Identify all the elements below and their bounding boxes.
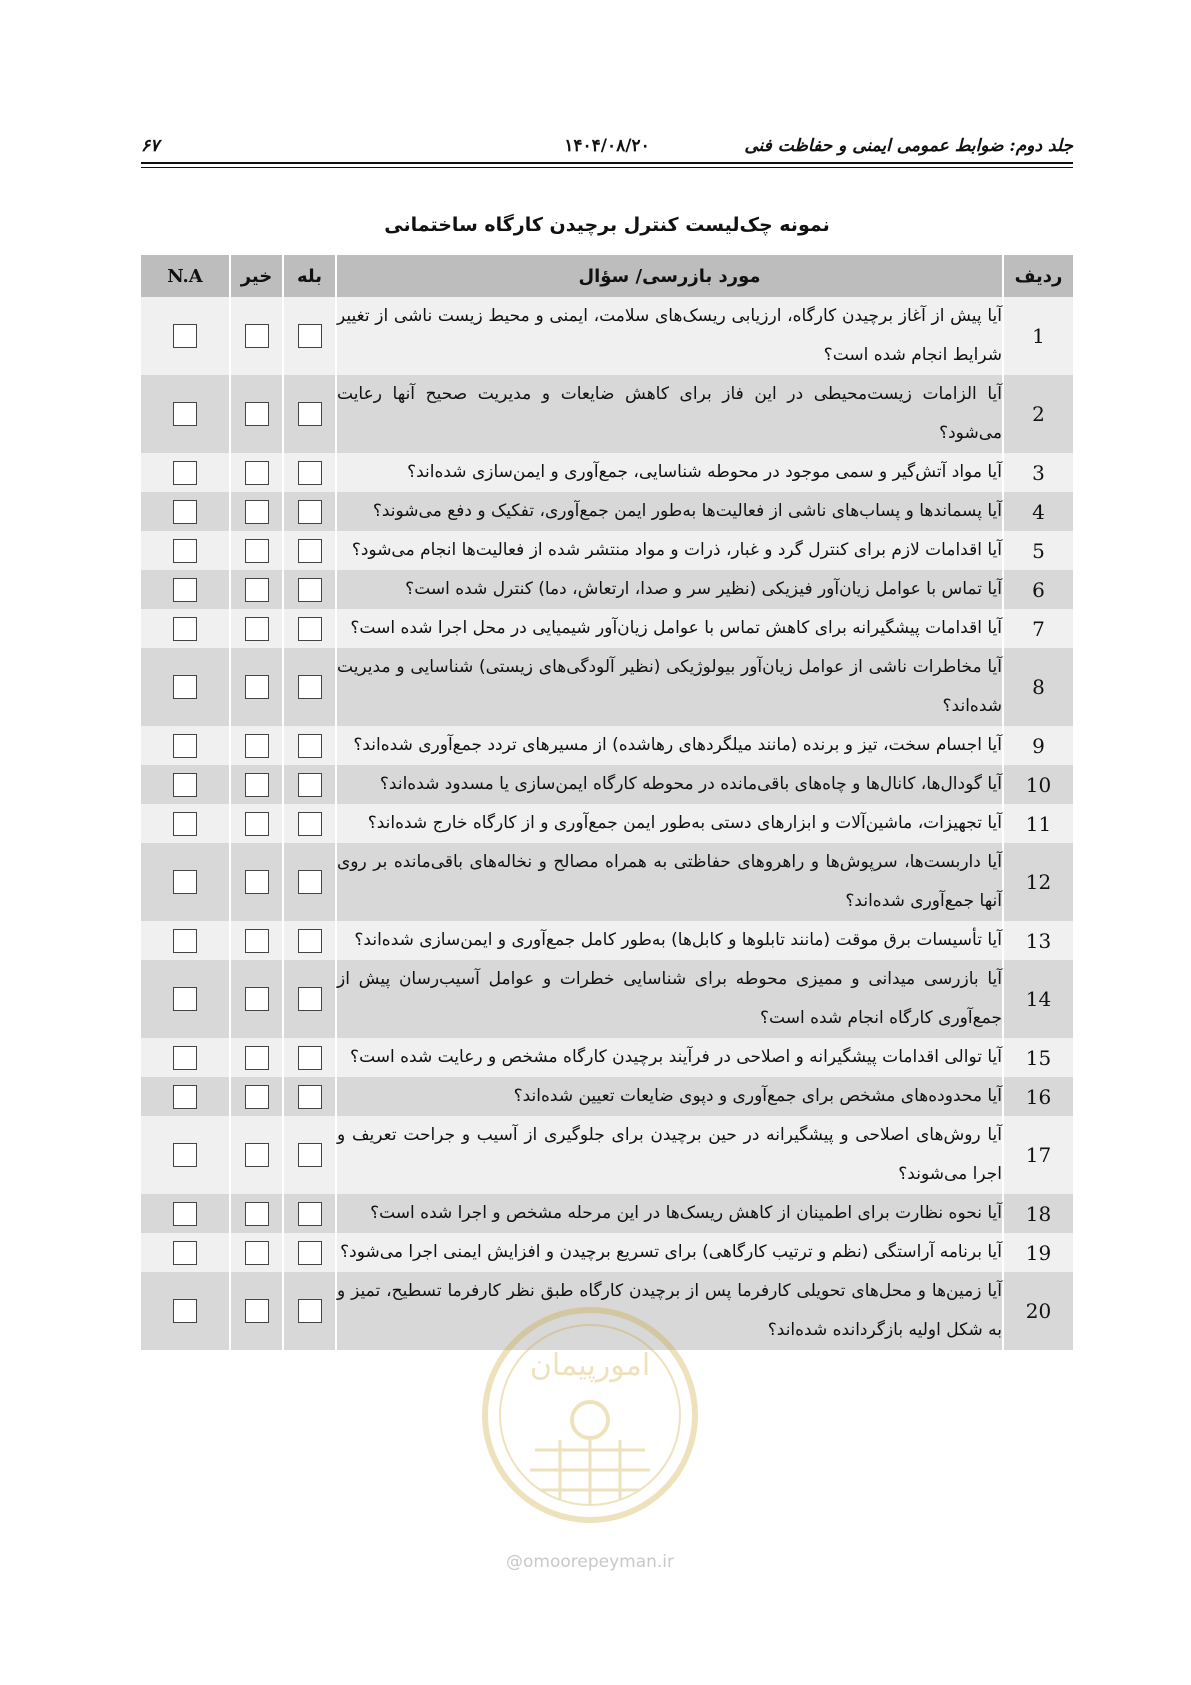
- row-number: 6: [1003, 570, 1073, 609]
- answer-cell-yes: [283, 297, 336, 375]
- table-row: [141, 765, 1073, 804]
- page-number: ۶۷: [141, 136, 160, 156]
- answer-cell-na: [141, 1077, 230, 1116]
- row-number: 1: [1003, 297, 1073, 375]
- row-number: 15: [1003, 1038, 1073, 1077]
- table-row: [141, 921, 1073, 960]
- col-header-na: N.A: [141, 255, 230, 297]
- checkbox-na[interactable]: [173, 773, 197, 797]
- row-number: 13: [1003, 921, 1073, 960]
- answer-cell-na: [141, 453, 230, 492]
- answer-cell-na: [141, 1194, 230, 1233]
- col-header-row: ردیف: [1003, 255, 1073, 297]
- question-text: آیا زمین‌ها و محل‌های تحویلی کارفرما پس از برچیدن کارگاه طبق نظر کارفرما تسطیح، تمیز و به شکل اولیه بازگردانده شده‌اند؟: [336, 1272, 1003, 1350]
- answer-cell-yes: [283, 492, 336, 531]
- answer-cell-no: [230, 1272, 283, 1350]
- checkbox-no[interactable]: [245, 675, 269, 699]
- question-text: آیا بازرسی میدانی و ممیزی محوطه برای شناسایی خطرات و عوامل آسیب‌رسان پیش از جمع‌آوری کارگاه انجام شده است؟: [336, 960, 1003, 1038]
- watermark-logo: [475, 1300, 705, 1530]
- answer-cell-yes: [283, 570, 336, 609]
- checkbox-no[interactable]: [245, 1241, 269, 1265]
- row-number: 3: [1003, 453, 1073, 492]
- header-rule-thin: [141, 167, 1073, 168]
- checkbox-yes[interactable]: [298, 617, 322, 641]
- question-text: آیا داربست‌ها، سرپوش‌ها و راهروهای حفاظتی به همراه مصالح و نخاله‌های باقی‌مانده بر روی آنها جمع‌آوری شده‌اند؟: [336, 843, 1003, 921]
- answer-cell-no: [230, 843, 283, 921]
- checkbox-no[interactable]: [245, 617, 269, 641]
- answer-cell-no: [230, 960, 283, 1038]
- checklist-title: نمونه چک‌لیست کنترل برچیدن کارگاه ساختمانی: [384, 214, 830, 236]
- row-number: 12: [1003, 843, 1073, 921]
- table-header-row: [141, 255, 1073, 297]
- answer-cell-no: [230, 1116, 283, 1194]
- question-text: آیا روش‌های اصلاحی و پیشگیرانه در حین برچیدن برای جلوگیری از آسیب و جراحت تعریف و اجرا می‌شوند؟: [336, 1116, 1003, 1194]
- checkbox-yes[interactable]: [298, 402, 322, 426]
- question-text: آیا نحوه نظارت برای اطمینان از کاهش ریسک‌ها در این مرحله مشخص و اجرا شده است؟: [336, 1194, 1003, 1233]
- checkbox-no[interactable]: [245, 812, 269, 836]
- row-number: 16: [1003, 1077, 1073, 1116]
- question-text: آیا مواد آتش‌گیر و سمی موجود در محوطه شناسایی، جمع‌آوری و ایمن‌سازی شده‌اند؟: [336, 453, 1003, 492]
- checkbox-no[interactable]: [245, 1046, 269, 1070]
- answer-cell-na: [141, 765, 230, 804]
- table-row: [141, 570, 1073, 609]
- table-row: [141, 1077, 1073, 1116]
- answer-cell-na: [141, 648, 230, 726]
- answer-cell-na: [141, 531, 230, 570]
- table-row: [141, 843, 1073, 921]
- answer-cell-yes: [283, 1194, 336, 1233]
- answer-cell-yes: [283, 960, 336, 1038]
- row-number: 9: [1003, 726, 1073, 765]
- row-number: 10: [1003, 765, 1073, 804]
- checkbox-yes[interactable]: [298, 1299, 322, 1323]
- answer-cell-no: [230, 804, 283, 843]
- answer-cell-yes: [283, 375, 336, 453]
- answer-cell-no: [230, 297, 283, 375]
- checklist-body: [141, 297, 1073, 1350]
- answer-cell-no: [230, 726, 283, 765]
- row-number: 19: [1003, 1233, 1073, 1272]
- question-text: آیا مخاطرات ناشی از عوامل زیان‌آور بیولوژیکی (نظیر آلودگی‌های زیستی) شناسایی و مدیریت شده‌اند؟: [336, 648, 1003, 726]
- checkbox-na[interactable]: [173, 324, 197, 348]
- row-number: 11: [1003, 804, 1073, 843]
- answer-cell-na: [141, 1233, 230, 1272]
- question-text: آیا اقدامات پیشگیرانه برای کاهش تماس با عوامل زیان‌آور شیمیایی در محل اجرا شده است؟: [336, 609, 1003, 648]
- watermark-url: @omoorepeyman.ir: [505, 1552, 675, 1572]
- question-text: آیا تماس با عوامل زیان‌آور فیزیکی (نظیر سر و صدا، ارتعاش، دما) کنترل شده است؟: [336, 570, 1003, 609]
- checkbox-na[interactable]: [173, 500, 197, 524]
- answer-cell-yes: [283, 1272, 336, 1350]
- answer-cell-no: [230, 1038, 283, 1077]
- answer-cell-yes: [283, 648, 336, 726]
- row-number: 20: [1003, 1272, 1073, 1350]
- answer-cell-yes: [283, 765, 336, 804]
- checkbox-na[interactable]: [173, 675, 197, 699]
- checkbox-no[interactable]: [245, 500, 269, 524]
- checkbox-na[interactable]: [173, 1143, 197, 1167]
- answer-cell-no: [230, 765, 283, 804]
- question-text: آیا تأسیسات برق موقت (مانند تابلوها و کابل‌ها) به‌طور کامل جمع‌آوری و ایمن‌سازی شده‌اند؟: [336, 921, 1003, 960]
- checkbox-yes[interactable]: [298, 324, 322, 348]
- question-text: آیا محدوده‌های مشخص برای جمع‌آوری و دپوی ضایعات تعیین شده‌اند؟: [336, 1077, 1003, 1116]
- table-row: [141, 726, 1073, 765]
- answer-cell-no: [230, 1077, 283, 1116]
- checkbox-na[interactable]: [173, 1202, 197, 1226]
- checkbox-yes[interactable]: [298, 675, 322, 699]
- row-number: 8: [1003, 648, 1073, 726]
- logo-text: امورپیمان: [529, 1348, 651, 1383]
- checkbox-no[interactable]: [245, 987, 269, 1011]
- checkbox-yes[interactable]: [298, 500, 322, 524]
- checkbox-na[interactable]: [173, 812, 197, 836]
- question-text: آیا توالی اقدامات پیشگیرانه و اصلاحی در فرآیند برچیدن کارگاه مشخص و رعایت شده است؟: [336, 1038, 1003, 1077]
- answer-cell-no: [230, 921, 283, 960]
- checkbox-no[interactable]: [245, 734, 269, 758]
- answer-cell-na: [141, 726, 230, 765]
- row-number: 7: [1003, 609, 1073, 648]
- row-number: 5: [1003, 531, 1073, 570]
- answer-cell-no: [230, 492, 283, 531]
- checklist-table: [141, 255, 1073, 1350]
- checkbox-yes[interactable]: [298, 578, 322, 602]
- header-date: ۱۴۰۴/۰۸/۲۰: [564, 136, 650, 156]
- answer-cell-no: [230, 375, 283, 453]
- checkbox-no[interactable]: [245, 539, 269, 563]
- table-row: [141, 1194, 1073, 1233]
- answer-cell-yes: [283, 1077, 336, 1116]
- question-text: آیا برنامه آراستگی (نظم و ترتیب کارگاهی) برای تسریع برچیدن و افزایش ایمنی اجرا می‌شود؟: [336, 1233, 1003, 1272]
- question-text: آیا اقدامات لازم برای کنترل گرد و غبار، ذرات و مواد منتشر شده از فعالیت‌ها انجام می‌شود؟: [336, 531, 1003, 570]
- answer-cell-na: [141, 1272, 230, 1350]
- answer-cell-no: [230, 609, 283, 648]
- checkbox-na[interactable]: [173, 461, 197, 485]
- checkbox-no[interactable]: [245, 1085, 269, 1109]
- answer-cell-yes: [283, 843, 336, 921]
- table-row: [141, 648, 1073, 726]
- checkbox-no[interactable]: [245, 773, 269, 797]
- question-text: آیا اجسام سخت، تیز و برنده (مانند میلگردهای رهاشده) از مسیرهای تردد جمع‌آوری شده‌اند؟: [336, 726, 1003, 765]
- answer-cell-na: [141, 843, 230, 921]
- checkbox-yes[interactable]: [298, 812, 322, 836]
- header-rule: [141, 162, 1073, 164]
- col-header-question: مورد بازرسی/ سؤال: [336, 255, 1003, 297]
- checkbox-yes[interactable]: [298, 539, 322, 563]
- answer-cell-na: [141, 375, 230, 453]
- row-number: 14: [1003, 960, 1073, 1038]
- checkbox-na[interactable]: [173, 539, 197, 563]
- table-row: [141, 960, 1073, 1038]
- answer-cell-na: [141, 1116, 230, 1194]
- checkbox-yes[interactable]: [298, 461, 322, 485]
- col-header-no: خیر: [230, 255, 283, 297]
- checkbox-yes[interactable]: [298, 870, 322, 894]
- checkbox-na[interactable]: [173, 1299, 197, 1323]
- logo-emblem: [572, 1402, 608, 1438]
- checkbox-no[interactable]: [245, 1202, 269, 1226]
- checkbox-yes[interactable]: [298, 1241, 322, 1265]
- checkbox-na[interactable]: [173, 870, 197, 894]
- table-row: [141, 492, 1073, 531]
- answer-cell-no: [230, 1233, 283, 1272]
- row-number: 2: [1003, 375, 1073, 453]
- row-number: 4: [1003, 492, 1073, 531]
- answer-cell-no: [230, 648, 283, 726]
- checkbox-na[interactable]: [173, 734, 197, 758]
- answer-cell-na: [141, 492, 230, 531]
- table-row: [141, 297, 1073, 375]
- answer-cell-no: [230, 1194, 283, 1233]
- question-text: آیا پیش از آغاز برچیدن کارگاه، ارزیابی ریسک‌های سلامت، ایمنی و محیط زیست ناشی از تغییر شرایط انجام شده است؟: [336, 297, 1003, 375]
- checkbox-yes[interactable]: [298, 987, 322, 1011]
- row-number: 18: [1003, 1194, 1073, 1233]
- chapter-title: جلد دوم: ضوابط عمومی ایمنی و حفاظت فنی: [744, 136, 1073, 156]
- answer-cell-yes: [283, 1038, 336, 1077]
- answer-cell-yes: [283, 804, 336, 843]
- checkbox-no[interactable]: [245, 402, 269, 426]
- running-header: [141, 128, 1073, 164]
- checkbox-no[interactable]: [245, 929, 269, 953]
- question-text: آیا تجهیزات، ماشین‌آلات و ابزارهای دستی به‌طور ایمن جمع‌آوری و از کارگاه خارج شده‌اند؟: [336, 804, 1003, 843]
- checkbox-na[interactable]: [173, 617, 197, 641]
- checkbox-na[interactable]: [173, 929, 197, 953]
- checkbox-na[interactable]: [173, 987, 197, 1011]
- table-row: [141, 1233, 1073, 1272]
- col-header-yes: بله: [283, 255, 336, 297]
- table-row: [141, 531, 1073, 570]
- table-row: [141, 375, 1073, 453]
- table-row: [141, 1038, 1073, 1077]
- checkbox-yes[interactable]: [298, 1202, 322, 1226]
- question-text: آیا گودال‌ها، کانال‌ها و چاه‌های باقی‌مانده در محوطه کارگاه ایمن‌سازی یا مسدود شده‌اند؟: [336, 765, 1003, 804]
- answer-cell-yes: [283, 726, 336, 765]
- answer-cell-na: [141, 570, 230, 609]
- answer-cell-no: [230, 531, 283, 570]
- checkbox-no[interactable]: [245, 1299, 269, 1323]
- checkbox-no[interactable]: [245, 1143, 269, 1167]
- answer-cell-yes: [283, 453, 336, 492]
- checkbox-yes[interactable]: [298, 1085, 322, 1109]
- checkbox-yes[interactable]: [298, 773, 322, 797]
- answer-cell-na: [141, 921, 230, 960]
- checkbox-yes[interactable]: [298, 929, 322, 953]
- answer-cell-yes: [283, 1233, 336, 1272]
- answer-cell-na: [141, 297, 230, 375]
- checkbox-yes[interactable]: [298, 1143, 322, 1167]
- table-row: [141, 609, 1073, 648]
- table-row: [141, 453, 1073, 492]
- answer-cell-na: [141, 1038, 230, 1077]
- answer-cell-yes: [283, 609, 336, 648]
- checkbox-no[interactable]: [245, 578, 269, 602]
- answer-cell-yes: [283, 531, 336, 570]
- checkbox-no[interactable]: [245, 324, 269, 348]
- checkbox-na[interactable]: [173, 402, 197, 426]
- checkbox-na[interactable]: [173, 1241, 197, 1265]
- checkbox-yes[interactable]: [298, 734, 322, 758]
- checkbox-yes[interactable]: [298, 1046, 322, 1070]
- checkbox-na[interactable]: [173, 578, 197, 602]
- checkbox-na[interactable]: [173, 1085, 197, 1109]
- checkbox-na[interactable]: [173, 1046, 197, 1070]
- table-row: [141, 804, 1073, 843]
- answer-cell-yes: [283, 1116, 336, 1194]
- table-row: [141, 1116, 1073, 1194]
- answer-cell-na: [141, 804, 230, 843]
- answer-cell-no: [230, 453, 283, 492]
- answer-cell-no: [230, 570, 283, 609]
- question-text: آیا الزامات زیست‌محیطی در این فاز برای کاهش ضایعات و مدیریت صحیح آنها رعایت می‌شود؟: [336, 375, 1003, 453]
- answer-cell-na: [141, 609, 230, 648]
- question-text: آیا پسماندها و پساب‌های ناشی از فعالیت‌ها به‌طور ایمن جمع‌آوری، تفکیک و دفع می‌شوند؟: [336, 492, 1003, 531]
- row-number: 17: [1003, 1116, 1073, 1194]
- checkbox-no[interactable]: [245, 461, 269, 485]
- checkbox-no[interactable]: [245, 870, 269, 894]
- answer-cell-na: [141, 960, 230, 1038]
- answer-cell-yes: [283, 921, 336, 960]
